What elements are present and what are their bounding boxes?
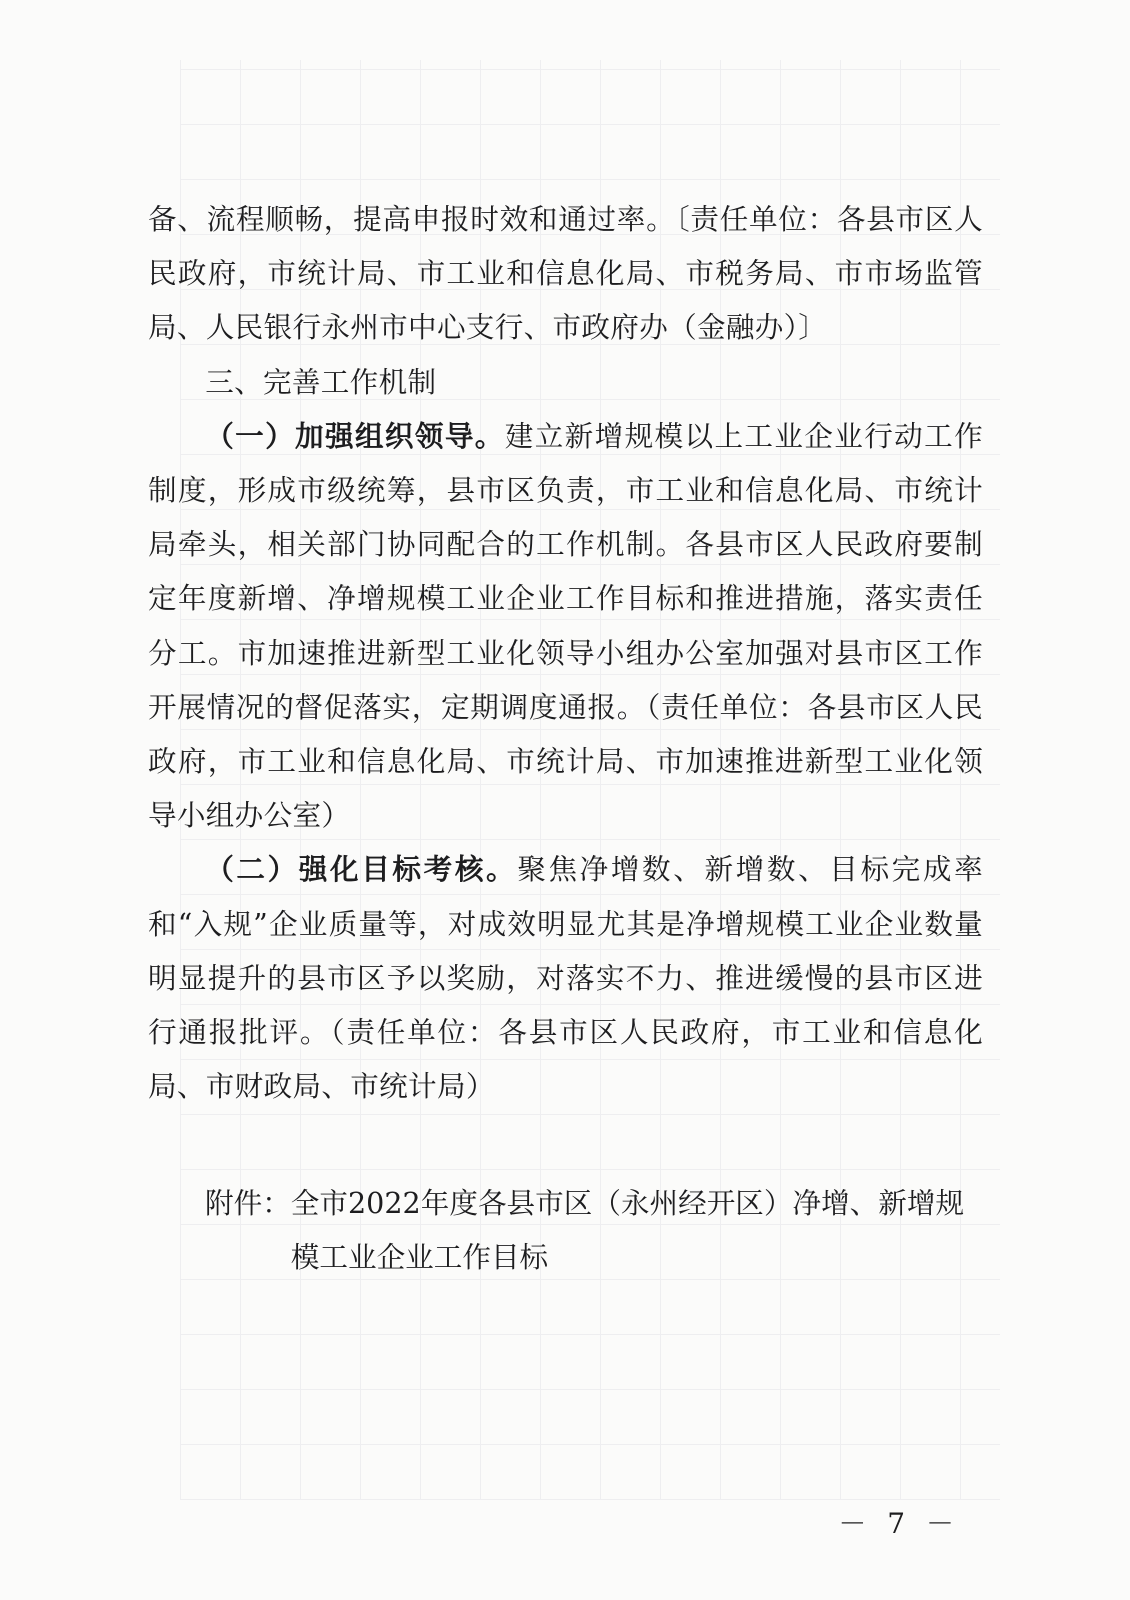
section-heading: 三、完善工作机制 [205,364,437,399]
attachment-label: 附件： [205,1186,291,1220]
continued-paragraph: 备、流程顺畅，提高申报时效和通过率。〔责任单位：各县市区人民政府，市统计局、市工业和信息化局、市税务局、市市场监管局、人民银行永州市中心支行、市政府办（金融办）〕 [148,202,983,345]
item-2-body: 聚焦净增数、新增数、目标完成率和“入规”企业质量等，对成效明显尤其是净增规模工业企业数量明显提升的县市区予以奖励，对落实不力、推进缓慢的县市区进行通报批评。（责任单位：各县市区人民政府，市工业和信息化局、市财政局、市统计局） [148,852,983,1104]
item-1-lead: （一）加强组织领导。 [205,418,505,453]
attachment-text: 全市2022年度各县市区（永州经开区）净增、新增规模工业企业工作目标 [290,1186,965,1275]
item-1-body: 建立新增规模以上工业企业行动工作制度，形成市级统筹，县市区负责，市工业和信息化局、市统计局牵头，相关部门协同配合的工作机制。各县市区人民政府要制定年度新增、净增规模工业企业工作目标和推进措施，落实责任分工。市加速推进新型工业化领导小组办公室加强对县市区工作开展情况的督促落实，定期调度通报。（责任单位：各县市区人民政府，市工业和信息化局、市统计局、市加速推进新型工业化领导小组办公室） [148,418,983,833]
item-2-paragraph [148,842,983,1113]
item-1-paragraph [148,409,983,843]
body-text [148,192,983,1113]
page-number: － 7 － [838,1507,960,1540]
attachment-note [205,1176,985,1284]
item-2-lead: （二）强化目标考核。 [205,852,518,887]
